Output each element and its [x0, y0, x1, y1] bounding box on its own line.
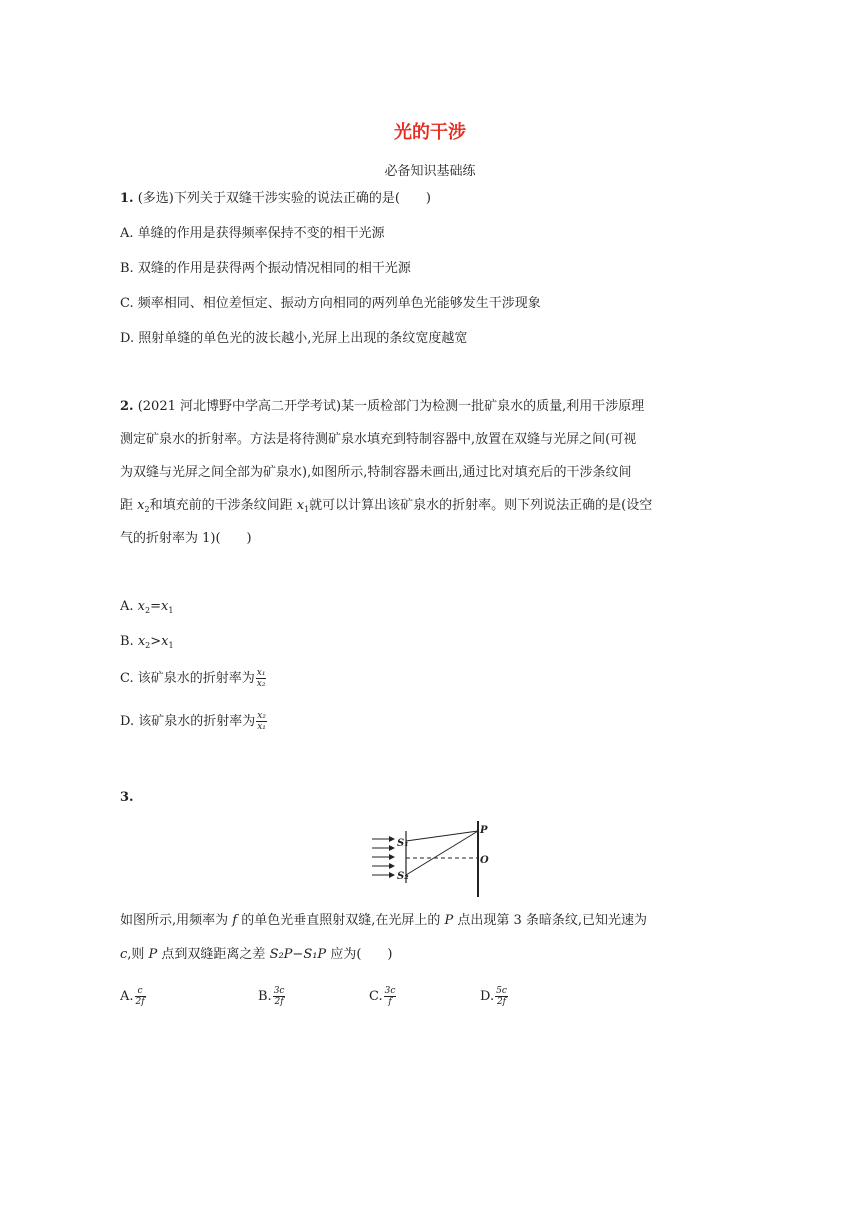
question-2-option-d: D. 该矿泉水的折射率为 $\frac{\text{x₂}}{\text{x₁}}$: [120, 711, 266, 732]
path-s1-p: [406, 831, 478, 841]
question-2-line-5: 气的折射率为 1)( ): [120, 531, 252, 546]
fraction-x2-over-x1: $\frac{\text{x₂}}{\text{x₁}}$: [257, 711, 266, 732]
question-1-option-c: C. 频率相同、相位差恒定、振动方向相同的两列单色光能够发生干涉现象: [120, 296, 541, 311]
question-2-option-c: C. 该矿泉水的折射率为 $\frac{\text{x₁}}{\text{x₂}}$: [120, 668, 266, 689]
label-s1: S₁: [397, 838, 409, 849]
question-3-line-1: 如图所示,用频率为 f 的单色光垂直照射双缝,在光屏上的 P 点出现第 3 条暗条纹,已知光速为: [120, 913, 648, 928]
label-p: P: [480, 825, 488, 836]
double-slit-diagram: [368, 819, 508, 899]
question-3-option-b: B. $\frac{3c}{2f}$: [258, 986, 285, 1007]
section-subtitle: 必备知识基础练: [384, 164, 476, 179]
page-title: 光的干涉: [394, 122, 466, 143]
label-o: O: [480, 855, 489, 866]
label-s2: S₂: [397, 871, 409, 882]
question-1-option-a: A. 单缝的作用是获得频率保持不变的相干光源: [120, 226, 385, 241]
question-2-option-a: A. $x_2=x_1$: [120, 599, 174, 615]
question-2-line-3: 为双缝与光屏之间全部为矿泉水),如图所示,特制容器未画出,通过比对填充后的干涉条纹间: [120, 465, 632, 480]
incident-light-arrows: [372, 839, 394, 875]
question-2-line-2: 测定矿泉水的折射率。方法是将待测矿泉水填充到特制容器中,放置在双缝与光屏之间(可视: [120, 432, 637, 447]
question-2-line-1: 2. (2021 河北博野中学高二开学考试)某一质检部门为检测一批矿泉水的质量,利用干涉原理: [120, 399, 645, 414]
question-3-option-a: A. $\frac{c}{2f}$: [120, 986, 145, 1007]
question-1-stem: 1. (多选)下列关于双缝干涉实验的说法正确的是( ): [120, 191, 432, 206]
question-1-option-b: B. 双缝的作用是获得两个振动情况相同的相干光源: [120, 261, 411, 276]
fraction-x1-over-x2: $\frac{\text{x₁}}{\text{x₂}}$: [256, 668, 266, 689]
question-3-number: 3.: [120, 790, 134, 805]
question-2-option-b: B. $x_2>x_1$: [120, 634, 174, 650]
question-2-line-4: 距 $x_2$和填充前的干涉条纹间距 $x_1$就可以计算出该矿泉水的折射率。则下列说法正确的是(设空: [120, 498, 653, 514]
question-3-line-2: c,则 P 点到双缝距离之差 S₂P−S₁P 应为( ): [120, 947, 393, 962]
question-3-option-c: C. $\frac{3c}{f}$: [369, 986, 396, 1007]
question-3-option-d: D. $\frac{5c}{2f}$: [480, 986, 507, 1007]
question-1-option-d: D. 照射单缝的单色光的波长越小,光屏上出现的条纹宽度越宽: [120, 331, 468, 346]
path-s2-p: [406, 831, 478, 875]
